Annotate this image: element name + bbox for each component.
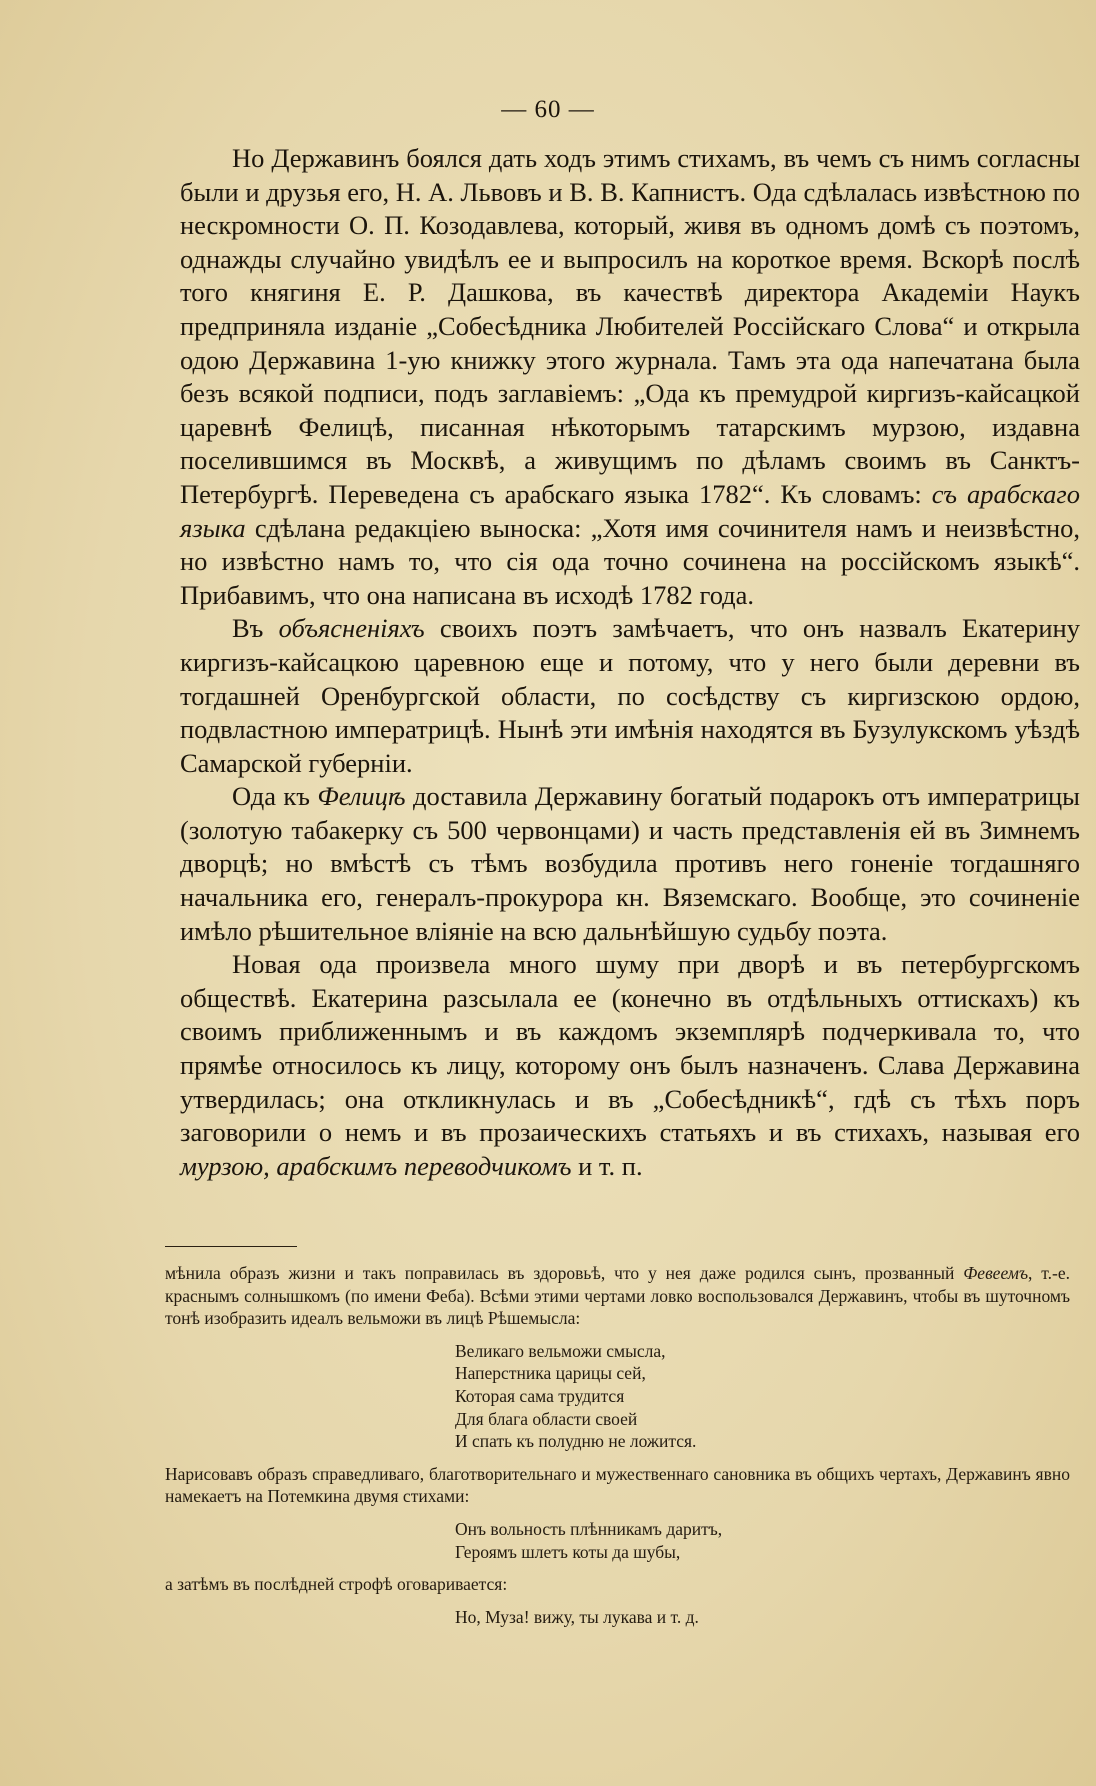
paragraph-1 (180, 142, 1080, 612)
paragraph-4-text-b: и т. п. (571, 1150, 643, 1181)
paragraph-1-text-b: сдѣлана редакціею выноска: „Хотя имя сочинителя намъ и неизвѣстно, но извѣстно намъ то, что сія ода точно сочинена на россійскомъ языкѣ“. Прибавимъ, что она написана въ исходѣ 1782 года. (180, 512, 1080, 610)
footnote (165, 1262, 1070, 1638)
paragraph-3-text-b: доставила Державину богатый подарокъ отъ императрицы (золотую табакерку съ 500 червонцами) и часть представленія ей въ Зимнемъ дворцѣ; но вмѣстѣ съ тѣмъ возбудила противъ него гоненіе тогдашняго начальника его, генералъ-прокурора кн. Вяземскаго. Вообще, это сочиненіе имѣло рѣшительное вліяніе на всю дальнѣйшую судьбу поэта. (180, 781, 1080, 946)
paragraph-2-text-b: своихъ поэтъ замѣчаетъ, что онъ назвалъ Екатерину киргизъ-кайсацкою царевною еще и потому, что у него были деревни въ тогдашней Оренбургской области, по сосѣдству съ киргизскою ордою, подвластною императрицѣ. Нынѣ эти имѣнія находятся въ Бузулукскомъ уѣздѣ Самарской губерніи. (180, 613, 1080, 778)
paragraph-2-italic: объясненіяхъ (278, 613, 425, 644)
paragraph-2 (180, 612, 1080, 780)
paragraph-2-text-a: Въ (232, 613, 279, 644)
paragraph-1-text-a: Но Державинъ боялся дать ходъ этимъ стихамъ, въ чемъ съ нимъ согласны были и друзья его, Н. А. Львовъ и В. В. Капнистъ. Ода сдѣлалась извѣстною по нескромности О. П. Козодавлева, который, живя въ одномъ домѣ съ поэтомъ, однажды случайно увидѣлъ ее и выпросилъ на короткое время. Вскорѣ послѣ того княгиня Е. Р. Дашкова, въ качествѣ директора Академіи Наукъ предприняла изданіе „Собесѣдника Любителей Россійскаго Слова“ и открыла одою Державина 1-ую книжку этого журнала. Тамъ эта ода напечатана была безъ всякой подписи, подъ заглавіемъ: „Ода къ премудрой киргизъ-кайсацкой царевнѣ Фелицѣ, писанная нѣкоторымъ татарскимъ мурзою, издавна поселившимся въ Москвѣ, а живущимъ по дѣламъ своимъ въ Санктъ-Петербургѣ. Переведена съ арабскаго языка 1782“. Къ словамъ: (180, 143, 1080, 509)
verse-line: И спать къ полудню не ложится. (455, 1431, 697, 1452)
paragraph-3-text-a: Ода къ (232, 781, 318, 812)
footnote-paragraph-3: а затѣмъ въ послѣдней строфѣ оговаривается: (165, 1574, 508, 1595)
paragraph-4 (180, 948, 1080, 1183)
paragraph-1-italic: съ арабскаго языка (180, 478, 1081, 543)
verse-line: Которая сама трудится (455, 1385, 625, 1406)
verse-line: Для блага области своей (455, 1408, 638, 1429)
verse-3 (455, 1606, 1070, 1629)
paragraph-4-text-a: Новая ода произвела много шуму при дворѣ и въ петербургскомъ обществѣ. Екатерина разсылала ее (конечно въ отдѣльныхъ оттискахъ) къ своимъ приближеннымъ и въ каждомъ экземплярѣ подчеркивала то, что прямѣе относилось къ лицу, которому онъ былъ назначенъ. Слава Державина утвердилась; она откликнулась и въ „Собесѣдникѣ“, гдѣ съ тѣхъ поръ заговорили о немъ и въ прозаическихъ статьяхъ и въ стихахъ, называя его (180, 949, 1080, 1148)
page-number: — 60 — (501, 96, 595, 123)
paragraph-3-italic: Фелицѣ (317, 781, 406, 812)
verse-line: Онъ вольность плѣнникамъ даритъ, (455, 1518, 723, 1539)
footnote-1-text-b: , т.-е. краснымъ солнышкомъ (по имени Феба). Всѣми этими чертами ловко воспользовался Державинъ, чтобы въ шуточномъ тонѣ изобразить идеалъ вельможи въ лицѣ Рѣшемысла: (165, 1263, 1070, 1329)
verse-line: Но, Муза! вижу, ты лукава и т. д. (455, 1606, 699, 1627)
verse-1 (455, 1340, 1070, 1453)
verse-line: Героямъ шлетъ коты да шубы, (455, 1541, 681, 1562)
footnote-paragraph-1 (165, 1262, 1070, 1330)
verse-line: Наперстника царицы сей, (455, 1363, 646, 1384)
main-text (180, 142, 1080, 1183)
footnote-paragraph-2: Нарисовавъ образъ справедливаго, благотворительнаго и мужественнаго сановника въ общихъ чертахъ, Державинъ явно намекаетъ на Потемкина двумя стихами: (165, 1463, 1070, 1507)
paragraph-3 (180, 780, 1080, 948)
footnote-1-italic: Февеемъ (963, 1263, 1029, 1283)
verse-line: Великаго вельможи смысла, (455, 1340, 666, 1361)
footnote-1-text-a: мѣнила образъ жизни и такъ поправилась въ здоровьѣ, что у нея даже родился сынъ, прозванный (165, 1263, 964, 1283)
paragraph-4-italic: мурзою, арабскимъ переводчикомъ (180, 1150, 572, 1181)
verse-2 (455, 1518, 1070, 1563)
footnote-rule (165, 1246, 297, 1247)
